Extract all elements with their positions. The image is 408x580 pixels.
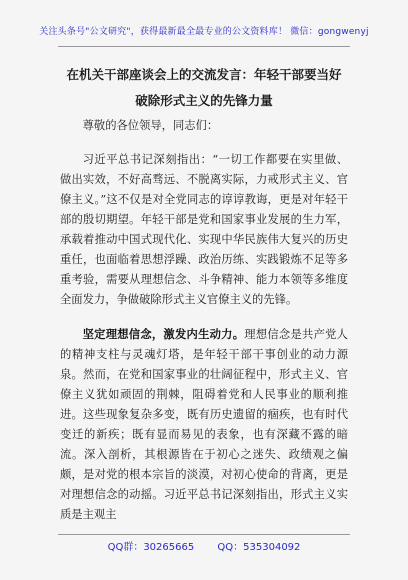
- header-promo-note: 关注头条号"公文研究"，获得最新最全最专业的公文资料库！ 微信：gongwenyj: [39, 27, 369, 37]
- document-body: [60, 116, 348, 539]
- paragraph-1: 习近平总书记深刻指出：“一切工作都要在实里做、做出实效，不好高骛远、不脱离实际，力戒形式主义、官僚主义。”这不仅是对全党同志的谆谆教诲，更是对年轻干部的殷切期望。年轻干部是党和国家事业发展的生力军，承载着推动中国式现代化、实现中华民族伟大复兴的历史重任，也面临着思想浮躁、政治历练、实践锻炼不足等多重考验，需要从理想信念、斗争精神、能力本领等多维度全面发力，争做破除形式主义官僚主义的先锋。: [60, 153, 348, 306]
- footer-divider: [58, 534, 350, 535]
- paragraph-2-body: 理想信念是共产党人的精神支柱与灵魂灯塔，是年轻干部干事创业的动力源泉。然而，在党和国家事业的壮阔征程中，形式主义、官僚主义犹如顽固的荆棘，阻碍着党和人民事业的顺利推进。这些现象复杂多变，既有历史遗留的痼疾，也有时代变迁的新疾；既有显而易见的表象，也有深藏不露的暗流。深入剖析，其根源皆在于初心之迷失、政绩观之偏颇，是对党的根本宗旨的淡漠，对初心使命的背离，更是对理想信念的动摇。习近平总书记深刻指出，形式主义实质是主观主: [60, 328, 348, 521]
- salutation: 尊敬的各位领导，同志们：: [82, 119, 219, 132]
- paragraph-2: [60, 324, 348, 525]
- footer-qq-group: QQ群：30265665: [107, 542, 195, 553]
- document-title: 在机关干部座谈会上的交流发言：年轻干部要当好破除形式主义的先锋力量: [66, 67, 342, 108]
- paragraph-2-heading: 坚定理想信念，激发内生动力。: [82, 327, 245, 341]
- footer-contacts: [0, 538, 408, 553]
- footer-qq: QQ：535304092: [217, 542, 301, 553]
- header-divider: [58, 46, 350, 47]
